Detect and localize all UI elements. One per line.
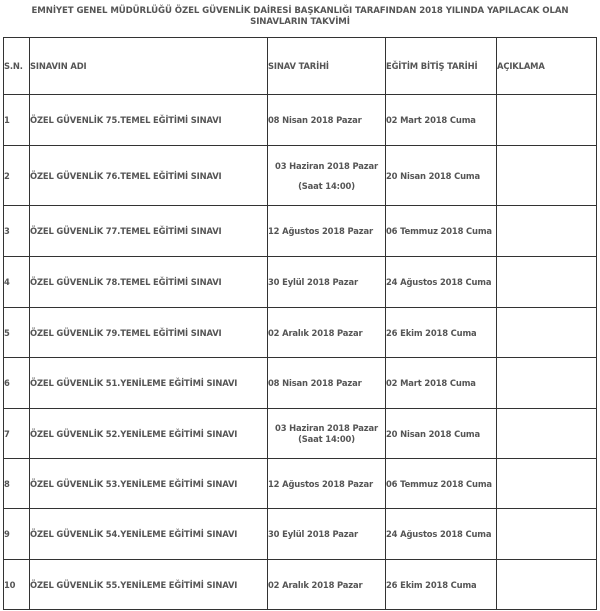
- header-note: AÇIKLAMA: [497, 38, 597, 95]
- table-header-row: [4, 38, 597, 95]
- cell-exam-name: ÖZEL GÜVENLİK 78.TEMEL EĞİTİMİ SINAVI: [30, 257, 268, 308]
- cell-training-end-date: 02 Mart 2018 Cuma: [386, 358, 497, 409]
- cell-exam-date: 02 Aralık 2018 Pazar: [268, 560, 386, 610]
- table-row: [4, 146, 597, 206]
- exam-date-text: 03 Haziran 2018 Pazar: [275, 160, 378, 171]
- table-row: [4, 459, 597, 509]
- document-title-line-2: SINAVLARIN TAKVİMİ: [250, 17, 350, 27]
- cell-exam-date: 30 Eylül 2018 Pazar: [268, 257, 386, 308]
- cell-training-end-date: 06 Temmuz 2018 Cuma: [386, 459, 497, 509]
- table-row: [4, 308, 597, 358]
- cell-exam-date: 12 Ağustos 2018 Pazar: [268, 206, 386, 257]
- cell-sn: 10: [4, 560, 30, 610]
- cell-training-end-date: 26 Ekim 2018 Cuma: [386, 560, 497, 610]
- cell-note: [497, 509, 597, 560]
- cell-sn: 6: [4, 358, 30, 409]
- cell-sn: 9: [4, 509, 30, 560]
- table-row: [4, 509, 597, 560]
- header-sn: S.N.: [4, 38, 30, 95]
- cell-sn: 1: [4, 95, 30, 146]
- cell-exam-date: 12 Ağustos 2018 Pazar: [268, 459, 386, 509]
- cell-exam-date: [268, 409, 386, 459]
- cell-training-end-date: 20 Nisan 2018 Cuma: [386, 409, 497, 459]
- table-row: [4, 95, 597, 146]
- cell-exam-name: ÖZEL GÜVENLİK 77.TEMEL EĞİTİMİ SINAVI: [30, 206, 268, 257]
- cell-training-end-date: 24 Ağustos 2018 Cuma: [386, 257, 497, 308]
- cell-exam-date: 30 Eylül 2018 Pazar: [268, 509, 386, 560]
- table-row: [4, 409, 597, 459]
- cell-exam-name: ÖZEL GÜVENLİK 55.YENİLEME EĞİTİMİ SINAVI: [30, 560, 268, 610]
- cell-exam-date: 08 Nisan 2018 Pazar: [268, 95, 386, 146]
- cell-exam-name: ÖZEL GÜVENLİK 54.YENİLEME EĞİTİMİ SINAVI: [30, 509, 268, 560]
- header-exam-name: SINAVIN ADI: [30, 38, 268, 95]
- cell-exam-name: ÖZEL GÜVENLİK 75.TEMEL EĞİTİMİ SINAVI: [30, 95, 268, 146]
- cell-exam-name: ÖZEL GÜVENLİK 79.TEMEL EĞİTİMİ SINAVI: [30, 308, 268, 358]
- table-row: [4, 206, 597, 257]
- header-training-end-date: EĞİTİM BİTİŞ TARİHİ: [386, 38, 497, 95]
- cell-sn: 4: [4, 257, 30, 308]
- document-title: [0, 6, 600, 28]
- exam-schedule-table: [3, 37, 597, 610]
- cell-exam-name: ÖZEL GÜVENLİK 53.YENİLEME EĞİTİMİ SINAVI: [30, 459, 268, 509]
- cell-note: [497, 459, 597, 509]
- exam-time-text: (Saat 14:00): [298, 433, 355, 444]
- cell-training-end-date: 02 Mart 2018 Cuma: [386, 95, 497, 146]
- cell-sn: 7: [4, 409, 30, 459]
- cell-exam-name: ÖZEL GÜVENLİK 51.YENİLEME EĞİTİMİ SINAVI: [30, 358, 268, 409]
- cell-exam-date: [268, 146, 386, 206]
- cell-training-end-date: 24 Ağustos 2018 Cuma: [386, 509, 497, 560]
- cell-sn: 3: [4, 206, 30, 257]
- cell-note: [497, 95, 597, 146]
- table-row: [4, 358, 597, 409]
- cell-exam-date: 02 Aralık 2018 Pazar: [268, 308, 386, 358]
- cell-sn: 8: [4, 459, 30, 509]
- cell-exam-name: ÖZEL GÜVENLİK 76.TEMEL EĞİTİMİ SINAVI: [30, 146, 268, 206]
- exam-date-text: 03 Haziran 2018 Pazar: [275, 422, 378, 433]
- cell-note: [497, 206, 597, 257]
- cell-note: [497, 358, 597, 409]
- cell-training-end-date: 20 Nisan 2018 Cuma: [386, 146, 497, 206]
- cell-note: [497, 257, 597, 308]
- table-row: [4, 560, 597, 610]
- cell-note: [497, 560, 597, 610]
- cell-exam-date: 08 Nisan 2018 Pazar: [268, 358, 386, 409]
- table-row: [4, 257, 597, 308]
- cell-note: [497, 146, 597, 206]
- cell-note: [497, 409, 597, 459]
- header-exam-date: SINAV TARİHİ: [268, 38, 386, 95]
- exam-time-text: (Saat 14:00): [298, 180, 355, 191]
- cell-sn: 2: [4, 146, 30, 206]
- cell-training-end-date: 26 Ekim 2018 Cuma: [386, 308, 497, 358]
- cell-training-end-date: 06 Temmuz 2018 Cuma: [386, 206, 497, 257]
- cell-sn: 5: [4, 308, 30, 358]
- cell-note: [497, 308, 597, 358]
- document-title-line-1: EMNİYET GENEL MÜDÜRLÜĞÜ ÖZEL GÜVENLİK DAİRESİ BAŞKANLIĞI TARAFINDAN 2018 YILINDA YAPILACAK OLAN: [31, 6, 569, 16]
- cell-exam-name: ÖZEL GÜVENLİK 52.YENİLEME EĞİTİMİ SINAVI: [30, 409, 268, 459]
